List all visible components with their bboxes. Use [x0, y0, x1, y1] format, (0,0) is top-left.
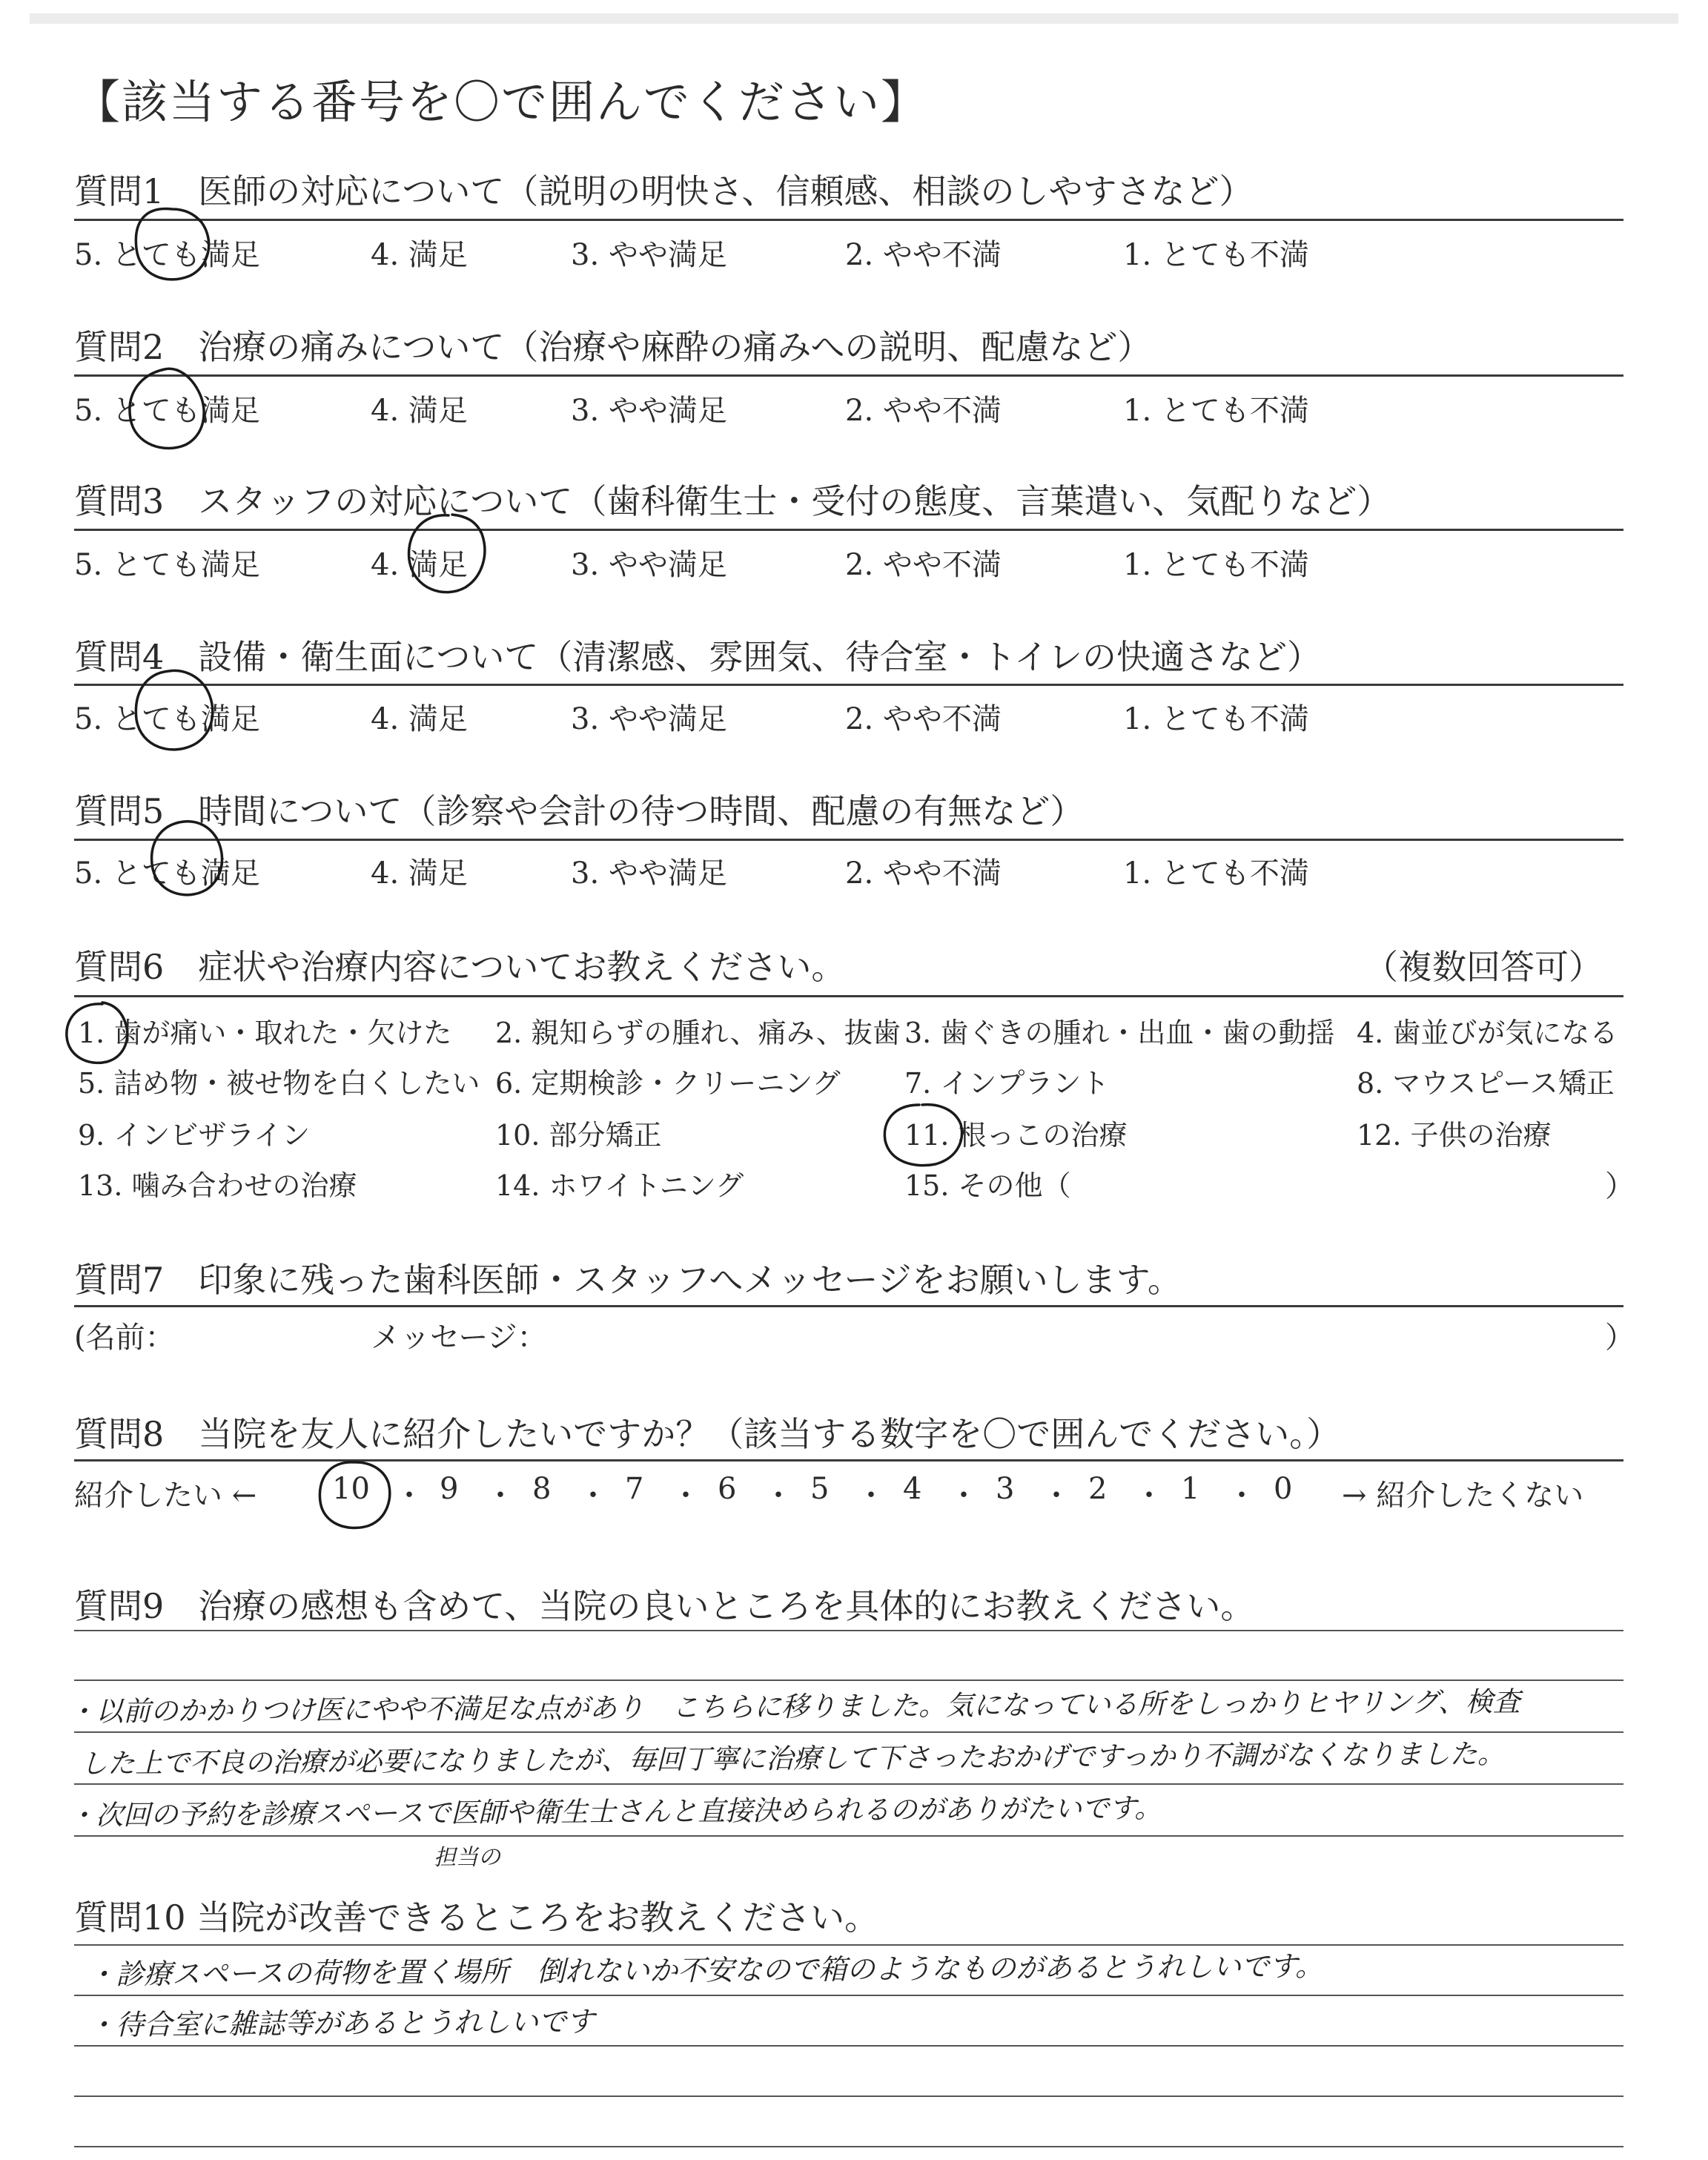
rating-option-2[interactable]: 2. やや不満: [845, 548, 1002, 582]
question-title: 質問10 当院が改善できるところをお教えください。: [74, 1898, 879, 1938]
option-14[interactable]: 14. ホワイトニング: [495, 1169, 744, 1202]
answer-line: [74, 1835, 1623, 1837]
answer-line: [74, 2146, 1623, 2147]
recommend-right-label: → 紹介したくない: [1342, 1479, 1584, 1513]
rating-option-3[interactable]: 3. やや満足: [571, 856, 727, 891]
message-label: メッセージ：: [371, 1321, 547, 1355]
rating-option-1[interactable]: 1. とても不満: [1123, 238, 1309, 272]
rating-option-2[interactable]: 2. やや不満: [845, 394, 1002, 428]
option-1[interactable]: 1. 歯が痛い・取れた・欠けた: [78, 1017, 452, 1049]
rating-option-4[interactable]: 4. 満足: [371, 394, 468, 428]
name-label: (名前：: [74, 1321, 175, 1355]
divider: [74, 219, 1623, 221]
handwritten-insertion: 担当の: [433, 1844, 501, 1871]
option-3[interactable]: 3. 歯ぐきの腫れ・出血・歯の動揺: [904, 1017, 1335, 1049]
question-title: 質問7 印象に残った歯科医師・スタッフへメッセージをお願いします。: [74, 1260, 1182, 1300]
scale-6[interactable]: 6: [718, 1472, 737, 1506]
multiple-answers-note: （複数回答可）: [1364, 947, 1603, 987]
scale-dot: ・: [394, 1479, 424, 1513]
scale-dot: ・: [764, 1479, 793, 1513]
scale-8[interactable]: 8: [532, 1472, 552, 1506]
page-title: 【該当する番号を〇で囲んでください】: [74, 75, 929, 129]
scale-3[interactable]: 3: [996, 1472, 1015, 1506]
handwritten-answer-line: ・以前のかかりつけ医にやや不満足な点があり こちらに移りました。気になっている所をしっかりヒヤリング、検査: [67, 1685, 1520, 1728]
rating-option-3[interactable]: 3. やや満足: [571, 702, 727, 736]
rating-option-2[interactable]: 2. やや不満: [845, 856, 1002, 891]
rating-option-3[interactable]: 3. やや満足: [571, 548, 727, 582]
rating-option-5[interactable]: 5. とても満足: [74, 548, 260, 582]
scan-edge: [30, 13, 1678, 24]
scale-dot: ・: [949, 1479, 979, 1513]
scale-dot: ・: [1042, 1479, 1071, 1513]
divider: [74, 1459, 1623, 1462]
rating-option-1[interactable]: 1. とても不満: [1123, 856, 1309, 891]
handwritten-answer-line: ・待合室に雑誌等があるとうれしいです: [87, 2005, 595, 2041]
scale-dot: ・: [1134, 1479, 1164, 1513]
answer-line: [74, 1630, 1623, 1631]
scale-10[interactable]: 10: [332, 1472, 370, 1506]
rating-option-4[interactable]: 4. 満足: [371, 856, 468, 891]
rating-option-2[interactable]: 2. やや不満: [845, 238, 1002, 272]
divider: [74, 529, 1623, 531]
option-4[interactable]: 4. 歯並びが気になる: [1357, 1017, 1618, 1049]
scale-dot: ・: [856, 1479, 886, 1513]
divider: [74, 684, 1623, 686]
question-title: 質問3 スタッフの対応について（歯科衛生士・受付の態度、言葉遣い、気配りなど）: [74, 481, 1391, 521]
rating-option-1[interactable]: 1. とても不満: [1123, 394, 1309, 428]
handwritten-answer-line: した上で不良の治療が必要になりましたが、毎回丁寧に治療して下さったおかげですっかり不調がなくなりました。: [79, 1737, 1505, 1780]
handwritten-answer-line: ・次回の予約を診療スペースで医師や衛生士さんと直接決められるのがありがたいです。: [67, 1791, 1162, 1832]
question-title: 質問2 治療の痛みについて（治療や麻酔の痛みへの説明、配慮など）: [74, 327, 1152, 367]
scale-9[interactable]: 9: [440, 1472, 459, 1506]
scale-dot: ・: [578, 1479, 608, 1513]
option-7[interactable]: 7. インプラント: [904, 1067, 1110, 1100]
scale-dot: ・: [1227, 1479, 1257, 1513]
question-title: 質問4 設備・衛生面について（清潔感、雰囲気、待合室・トイレの快適さなど）: [74, 637, 1322, 677]
scale-0[interactable]: 0: [1274, 1472, 1293, 1506]
scale-dot: ・: [486, 1479, 515, 1513]
option-2[interactable]: 2. 親知らずの腫れ、痛み、抜歯: [495, 1017, 901, 1049]
divider: [74, 995, 1623, 997]
scale-7[interactable]: 7: [625, 1472, 644, 1506]
answer-line: [74, 1995, 1623, 1996]
rating-option-1[interactable]: 1. とても不満: [1123, 702, 1309, 736]
question-title: 質問6 症状や治療内容についてお教えください。: [74, 947, 846, 987]
rating-option-5[interactable]: 5. とても満足: [74, 856, 260, 891]
rating-option-4[interactable]: 4. 満足: [371, 238, 468, 272]
recommend-left-label: 紹介したい ←: [74, 1479, 257, 1513]
question-title: 質問5 時間について（診察や会計の待つ時間、配慮の有無など）: [74, 791, 1085, 831]
message-close-paren: ）: [1605, 1321, 1635, 1355]
option-8[interactable]: 8. マウスピース矯正: [1357, 1067, 1615, 1100]
answer-line: [74, 1783, 1623, 1785]
scale-dot: ・: [671, 1479, 701, 1513]
option-15[interactable]: 15. その他（: [904, 1169, 1071, 1202]
rating-option-2[interactable]: 2. やや不満: [845, 702, 1002, 736]
question-title: 質問1 医師の対応について（説明の明快さ、信頼感、相談のしやすさなど）: [74, 171, 1254, 211]
question-title: 質問8 当院を友人に紹介したいですか？（該当する数字を〇で囲んでください。）: [74, 1414, 1341, 1454]
option-9[interactable]: 9. インビザライン: [78, 1119, 311, 1152]
other-close-paren: ）: [1605, 1169, 1635, 1203]
answer-line: [74, 2095, 1623, 2097]
rating-option-4[interactable]: 4. 満足: [371, 548, 468, 582]
divider: [74, 839, 1623, 841]
divider: [74, 1305, 1623, 1307]
scale-5[interactable]: 5: [810, 1472, 830, 1506]
option-13[interactable]: 13. 噛み合わせの治療: [78, 1169, 357, 1202]
rating-option-3[interactable]: 3. やや満足: [571, 238, 727, 272]
answer-line: [74, 1944, 1623, 1946]
question-title: 質問9 治療の感想も含めて、当院の良いところを具体的にお教えください。: [74, 1586, 1255, 1626]
rating-option-5[interactable]: 5. とても満足: [74, 702, 260, 736]
answer-line: [74, 2045, 1623, 2047]
scale-1[interactable]: 1: [1181, 1472, 1200, 1506]
option-6[interactable]: 6. 定期検診・クリーニング: [495, 1067, 841, 1100]
option-5[interactable]: 5. 詰め物・被せ物を白くしたい: [78, 1067, 480, 1100]
scale-4[interactable]: 4: [903, 1472, 922, 1506]
rating-option-4[interactable]: 4. 満足: [371, 702, 468, 736]
handwritten-answer-line: ・診療スペースの荷物を置く場所 倒れないか不安なので箱のようなものがあるとうれしいです。: [87, 1949, 1324, 1991]
option-12[interactable]: 12. 子供の治療: [1357, 1119, 1552, 1152]
scale-2[interactable]: 2: [1088, 1472, 1108, 1506]
divider: [74, 374, 1623, 377]
option-11[interactable]: 11. 根っこの治療: [904, 1119, 1128, 1152]
rating-option-1[interactable]: 1. とても不満: [1123, 548, 1309, 582]
rating-option-5[interactable]: 5. とても満足: [74, 394, 260, 428]
rating-option-5[interactable]: 5. とても満足: [74, 238, 260, 272]
rating-option-3[interactable]: 3. やや満足: [571, 394, 727, 428]
option-10[interactable]: 10. 部分矯正: [495, 1119, 662, 1152]
